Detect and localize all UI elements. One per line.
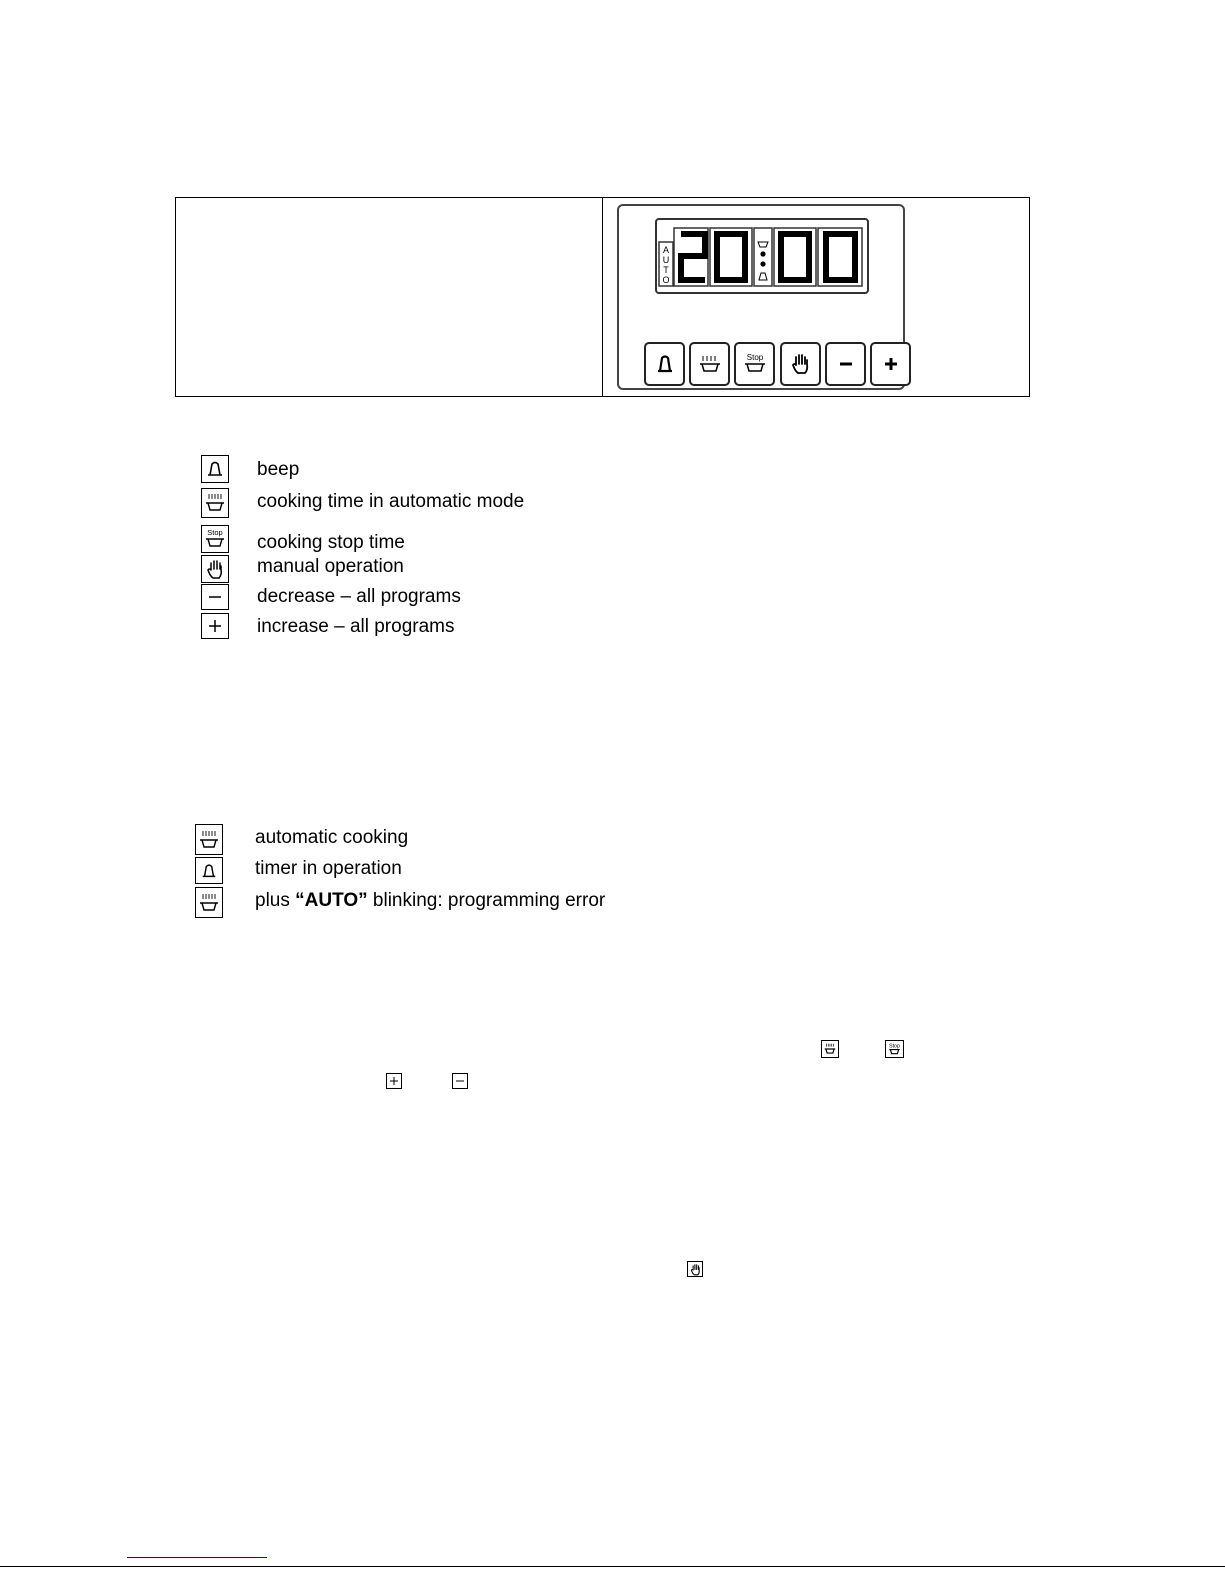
legend-label-increase: increase – all programs: [257, 616, 455, 637]
oven-timer-panel: [617, 204, 905, 390]
inline-stop-pot-icon: [885, 1040, 904, 1058]
auto-indicator: [659, 242, 673, 286]
symbol-label-automatic-cooking: automatic cooking: [255, 827, 409, 848]
colon-indicators: [758, 242, 768, 280]
legend-stop-icon-box: [201, 525, 229, 553]
symbol-pot-icon-box-2: [195, 887, 223, 918]
symbol-label-timer: timer in operation: [255, 858, 402, 879]
control-panel-table: [175, 197, 1030, 397]
page-bottom-rule: [0, 1566, 1225, 1567]
hand-icon: [205, 558, 225, 580]
manual-key[interactable]: [780, 342, 821, 386]
error-suffix: blinking: programming error: [367, 890, 606, 911]
legend-plus-icon-box: [201, 613, 229, 639]
small-pot-icon: [758, 242, 768, 247]
digit-0-c: [826, 234, 855, 280]
legend-hand-icon-box: [201, 555, 229, 583]
auto-letter-t: T: [663, 265, 669, 275]
stop-time-key[interactable]: [734, 342, 775, 386]
svg-text:Stop: Stop: [207, 528, 223, 537]
inline-plus-icon: [386, 1073, 402, 1089]
plus-icon: [206, 617, 224, 635]
svg-text:Stop: Stop: [889, 1043, 900, 1050]
pot-icon: [198, 891, 220, 915]
minus-icon: [206, 588, 224, 606]
legend-label-manual: manual operation: [257, 556, 404, 577]
cooking-time-key[interactable]: [689, 342, 730, 386]
plus-key[interactable]: [870, 342, 911, 386]
symbol-pot-icon-box: [195, 824, 223, 855]
legend-minus-icon-box: [201, 584, 229, 610]
table-empty-cell: [176, 198, 603, 396]
auto-letter-o: O: [662, 275, 670, 285]
inline-hand-icon: [687, 1261, 703, 1277]
hand-icon: [689, 1263, 702, 1276]
symbol-label-programming-error: [255, 890, 605, 912]
hand-icon: [789, 351, 813, 377]
pot-icon: [823, 1042, 837, 1056]
pot-icon: [198, 828, 220, 852]
legend-label-stop-time: cooking stop time: [257, 532, 405, 553]
stop-pot-icon: [203, 527, 227, 551]
legend-label-cooking-time: cooking time in automatic mode: [257, 491, 525, 512]
footnote-separator: [127, 1557, 267, 1558]
plus-icon: [388, 1075, 400, 1087]
error-prefix: plus: [255, 890, 296, 911]
bell-icon: [205, 459, 225, 479]
auto-letter-a: A: [662, 245, 670, 255]
minus-icon: [454, 1075, 466, 1087]
seven-segment-display: [657, 220, 867, 292]
legend-bell-icon-box: [201, 455, 229, 483]
pot-icon: [697, 352, 723, 376]
colon-box: [754, 228, 772, 286]
digit-0-b: [781, 234, 809, 280]
stop-pot-icon: [887, 1042, 902, 1056]
inline-pot-icon: [821, 1040, 839, 1058]
svg-text:Stop: Stop: [746, 353, 763, 362]
beep-key[interactable]: [644, 342, 685, 386]
timer-display: [655, 218, 869, 294]
minus-key[interactable]: [825, 342, 866, 386]
symbol-bell-icon-box: [195, 857, 223, 884]
bell-icon: [200, 862, 218, 880]
stop-pot-icon: [741, 351, 769, 377]
bell-icon: [653, 352, 677, 376]
inline-minus-icon: [452, 1073, 468, 1089]
digit-0-a: [717, 234, 745, 280]
minus-icon: [836, 354, 856, 374]
small-bell-icon: [759, 273, 767, 280]
error-auto-word: “AUTO”: [295, 890, 368, 911]
digit-2: [681, 234, 705, 280]
auto-letter-u: U: [662, 255, 670, 265]
legend-pot-icon-box: [201, 488, 229, 518]
legend-label-decrease: decrease – all programs: [257, 586, 461, 607]
plus-icon: [881, 354, 901, 374]
legend-label-beep: beep: [257, 459, 300, 480]
pot-icon: [204, 491, 226, 515]
